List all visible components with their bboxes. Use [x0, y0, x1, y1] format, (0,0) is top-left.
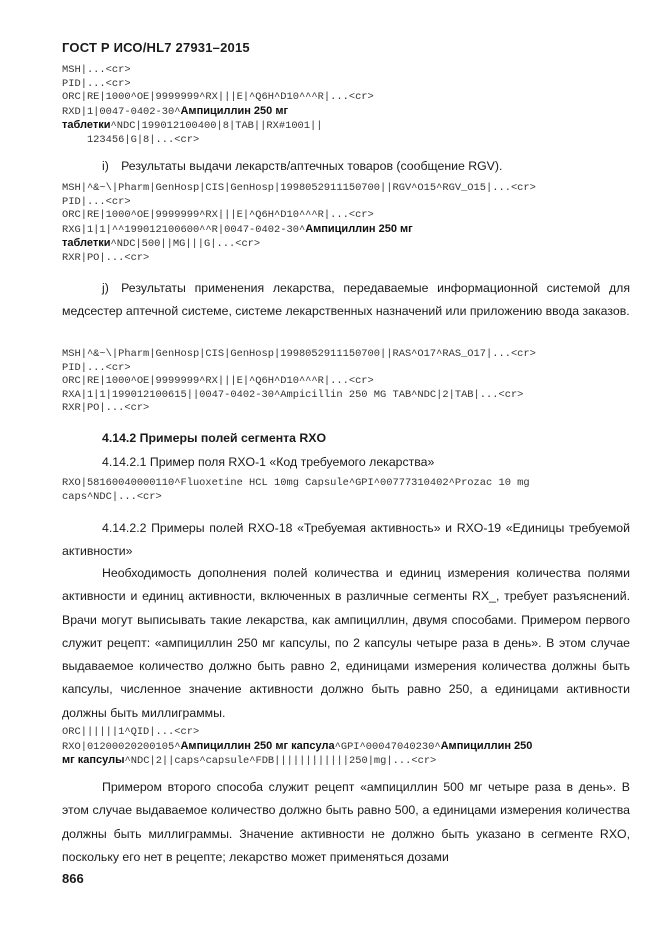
- page-number: 866: [62, 871, 84, 886]
- code-drug-form: таблетки: [62, 119, 111, 132]
- code-line: MSH|...<cr>: [62, 64, 131, 76]
- code-drug-name: Ампициллин 250 мг: [180, 104, 289, 117]
- code-line: caps^NDC|...<cr>: [62, 490, 162, 503]
- subsection-heading-4-14-2-2: 4.14.2.2 Примеры полей RXO-18 «Требуемая активность» и RXO-19 «Единицы требуемой активности»: [62, 521, 630, 559]
- code-line: ^NDC|500||MG|||G|...<cr>: [110, 238, 261, 251]
- document-header: ГОСТ Р ИСО/HL7 27931–2015: [62, 40, 250, 55]
- code-drug-form: таблетки: [62, 237, 111, 250]
- code-line: MSH|^&~\|Pharm|GenHosp|CIS|GenHosp|1998052911150700||RGV^O15^RGV_O15|...<cr>: [62, 182, 536, 194]
- code-line: PID|...<cr>: [62, 195, 131, 208]
- code-block-rgv: [62, 182, 536, 266]
- code-line: ORC|RE|1000^OE|9999999^RX|||E|^Q6H^D10^^^R|...<cr>: [62, 375, 374, 388]
- code-drug-name: Ампициллин 250 мг капсула: [180, 739, 335, 752]
- section-heading-4-14-2: 4.14.2 Примеры полей сегмента RXO: [102, 431, 327, 445]
- code-block-rxd: [62, 64, 374, 148]
- code-line: PID|...<cr>: [62, 361, 131, 374]
- code-line: PID|...<cr>: [62, 77, 131, 90]
- code-line: RXO|58160040000110^Fluoxetine HCL 10mg Capsule^GPI^00777310402^Prozac 10 mg: [62, 477, 530, 489]
- subsection-heading-4-14-2-1: 4.14.2.1 Пример поля RXO-1 «Код требуемого лекарства»: [102, 455, 435, 469]
- code-drug-name: Ампициллин 250 мг: [305, 222, 413, 235]
- code-line: 123456|G|8|...<cr>: [62, 133, 200, 146]
- code-line: ^GPI^00047040230^: [334, 740, 441, 753]
- list-item-j: j) Результаты применения лекарства, передаваемые информационной системой для медсестер аптечной системе, системе лекарственных назначений или приложению ввода заказов.: [62, 281, 630, 319]
- code-line: RXR|PO|...<cr>: [62, 402, 150, 415]
- code-drug-name: Ампициллин 250: [440, 739, 533, 752]
- paragraph-second-method: Примером второго способа служит рецепт «ампициллин 500 мг четыре раза в день». В этом случае выдаваемое количество должно быть равно 500, а единицами измерения количества должны быть миллиграммы. Значение активности не должно быть указано в сегменте RXO, поскольку его нет в рецепте; лекарство может применяться дозами: [62, 780, 630, 864]
- code-line: ORC|RE|1000^OE|9999999^RX|||E|^Q6H^D10^^^R|...<cr>: [62, 91, 374, 104]
- code-line: ^NDC|199012100400|8|TAB||RX#1001||: [110, 120, 323, 133]
- code-line: ORC||||||1^QID|...<cr>: [62, 726, 200, 738]
- code-block-rxo-18: [62, 726, 532, 769]
- code-line: RXR|PO|...<cr>: [62, 251, 150, 264]
- code-drug-form: мг капсулы: [62, 754, 125, 767]
- paragraph-activity-units: Необходимость дополнения полей количества и единиц измерения количества полями активности и единиц активности, включенных в различные сегменты RX_, требует разъяснений. Врачи могут выписывать такие лекарства, как ампициллин, двумя способами. Примером первого служит рецепт: «ампициллин 250 мг капсулы, по 2 капсулы четыре раза в день». В этом случае выдаваемое количество должно быть равно 2, единицами измерения количества должны быть капсулы, численное значение активности должно быть равно 250, а единицами активности должны быть миллиграммы.: [62, 566, 630, 720]
- code-line: RXO|01200020200105^: [62, 740, 181, 753]
- code-line: ^NDC|2||caps^capsule^FDB||||||||||||250|mg|...<cr>: [124, 755, 437, 768]
- code-block-ras: [62, 348, 536, 416]
- code-line: MSH|^&~\|Pharm|GenHosp|CIS|GenHosp|1998052911150700||RAS^O17^RAS_O17|...<cr>: [62, 348, 536, 360]
- code-line: RXG|1|1|^^199012100600^^R|0047-0402-30^: [62, 223, 306, 236]
- code-line: ORC|RE|1000^OE|9999999^RX|||E|^Q6H^D10^^^R|...<cr>: [62, 209, 374, 222]
- code-block-rxo-1: [62, 477, 530, 504]
- list-item-i: i) Результаты выдачи лекарств/аптечных товаров (сообщение RGV).: [102, 159, 503, 173]
- code-line: RXA|1|1|199012100615||0047-0402-30^Ampicillin 250 MG TAB^NDC|2|TAB|...<cr>: [62, 388, 524, 401]
- code-line: RXD|1|0047-0402-30^: [62, 105, 181, 118]
